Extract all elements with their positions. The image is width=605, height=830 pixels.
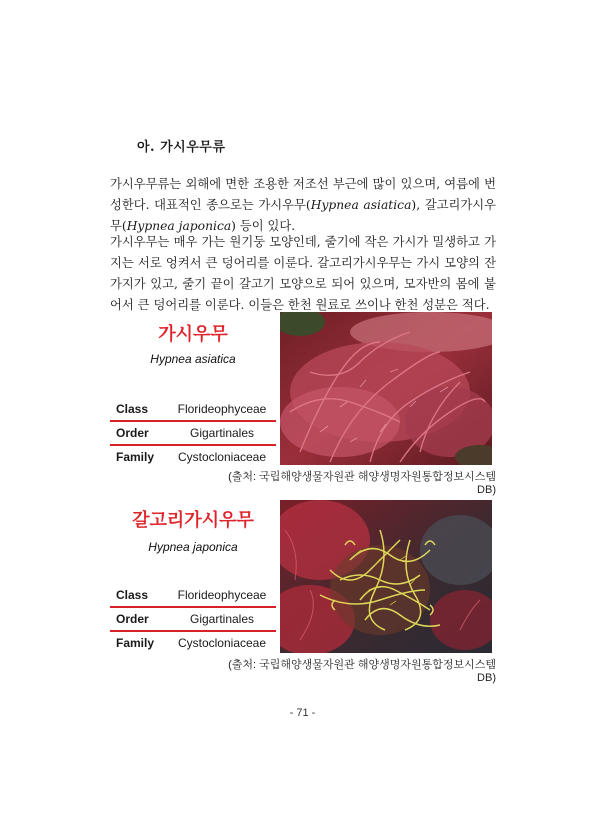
- taxonomy-value: Cystocloniaceae: [177, 450, 267, 464]
- taxonomy-row-order: [110, 608, 276, 632]
- species-info-panel: [110, 312, 276, 472]
- species-photo-hypnea-asiatica: [280, 312, 492, 465]
- species-photo-hypnea-japonica: [280, 500, 492, 653]
- taxonomy-row-family: [110, 446, 276, 470]
- taxonomy-row-class: [110, 584, 276, 608]
- taxonomy-value: Gigartinales: [189, 612, 255, 626]
- intro-text-3: ) 등이 있다.: [231, 219, 296, 233]
- taxonomy-value: Florideophyceae: [177, 402, 267, 416]
- species-korean-name: 갈고리가시우무: [132, 510, 254, 530]
- taxonomy-value: Gigartinales: [189, 426, 255, 440]
- photo-source-caption: (출처: 국립해양생물자원관 해양생명자원통합정보시스템 DB): [228, 471, 496, 496]
- species-scientific-name: Hypnea japonica: [148, 540, 238, 554]
- taxonomy-row-order: [110, 422, 276, 446]
- taxonomy-label: Order: [116, 612, 149, 626]
- page-number: - 71 -: [289, 707, 316, 719]
- section-heading: 아. 가시우무류: [137, 140, 226, 155]
- scientific-name-inline-1: Hypnea asiatica: [310, 198, 412, 212]
- taxonomy-row-class: [110, 398, 276, 422]
- scientific-name-inline-2: Hypnea japonica: [126, 219, 232, 233]
- taxonomy-label: Family: [116, 636, 155, 650]
- taxonomy-value: Cystocloniaceae: [177, 636, 267, 650]
- taxonomy-label: Class: [116, 402, 149, 416]
- intro-text-1: 가시우무류는 외해에 면한 조용한 저조선 부근에 많이 있으며, 여름에 번성한다. 대표적인 종으로는 가시우무(: [110, 177, 496, 212]
- taxonomy-label: Class: [116, 588, 149, 602]
- intro-text-2: ), 갈고리가시우무(: [110, 198, 496, 233]
- intro-paragraph: [110, 174, 496, 237]
- photo-source-caption: (출처: 국립해양생물자원관 해양생명자원통합정보시스템 DB): [228, 659, 496, 684]
- taxonomy-row-family: [110, 632, 276, 656]
- taxonomy-label: Family: [116, 450, 155, 464]
- species-korean-name: 가시우무: [158, 324, 228, 344]
- description-paragraph: 가시우무는 매우 가는 원기둥 모양인데, 줄기에 작은 가시가 밀생하고 가지는 서로 엉켜서 큰 덩어리를 이룬다. 갈고리가시우무는 가시 모양의 잔가지가 있고, 줄기 끝이 갈고기 모양으로 되어 있으며, 모자반의 몸에 붙어서 큰 덩어리를 이룬다. 이들은 한천 원료로 쓰이나 한천 성분은 적다.: [110, 235, 496, 312]
- species-info-panel: [110, 500, 276, 660]
- species-scientific-name: Hypnea asiatica: [150, 352, 236, 366]
- taxonomy-value: Florideophyceae: [177, 588, 267, 602]
- taxonomy-label: Order: [116, 426, 149, 440]
